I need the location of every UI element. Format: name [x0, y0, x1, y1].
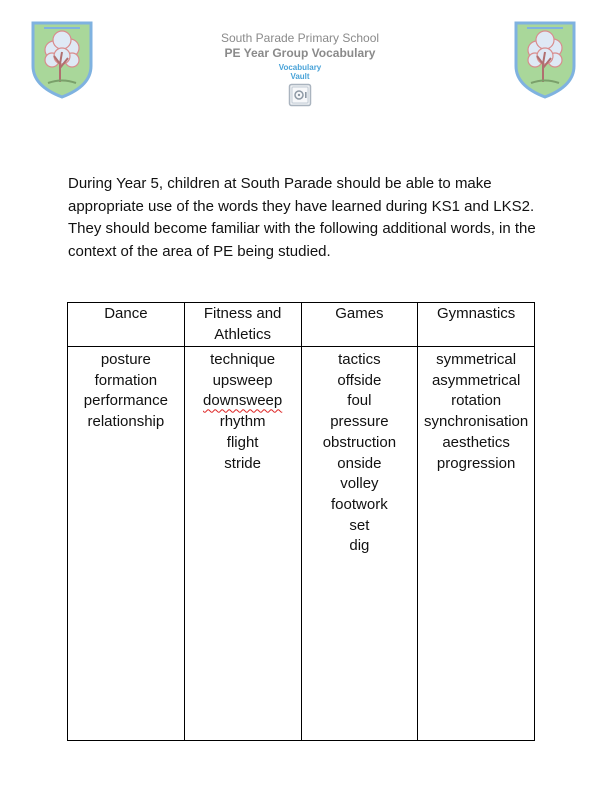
list-item: synchronisation	[424, 413, 529, 431]
fitness-athletics-words	[184, 347, 301, 741]
vault-label-line2: Vault	[290, 72, 310, 81]
list-item: foul	[347, 392, 372, 410]
list-item: dig	[349, 537, 370, 555]
list-item	[185, 391, 301, 412]
list-item: performance	[83, 392, 168, 410]
header-fitness-athletics: Fitness and Athletics	[184, 303, 301, 347]
header-gymnastics: Gymnastics	[418, 303, 535, 347]
intro-paragraph: During Year 5, children at South Parade should be able to make appropriate use of the words they have learned during KS1 and LKS2. They should become familiar with the following additional words, in the context of the area of PE being studied.	[68, 175, 536, 260]
list-item: asymmetrical	[431, 371, 521, 389]
vault-label-line1: Vocabulary	[278, 63, 322, 72]
gymnastics-words	[418, 347, 535, 741]
list-item: flight	[226, 433, 259, 451]
list-item: technique	[210, 351, 276, 368]
school-name: South Parade Primary School	[220, 31, 380, 45]
list-item: aesthetics	[442, 433, 510, 451]
header-games: Games	[301, 303, 418, 347]
list-item: obstruction	[322, 433, 397, 451]
table-row	[68, 347, 535, 741]
list-item: onside	[337, 454, 382, 472]
list-item: volley	[340, 475, 379, 493]
list-item: offside	[337, 371, 382, 389]
dance-words	[68, 347, 185, 741]
page-header	[0, 31, 600, 107]
page-subtitle: PE Year Group Vocabulary	[224, 46, 376, 60]
vocabulary-table	[67, 302, 535, 741]
games-words	[301, 347, 418, 741]
list-item: set	[349, 516, 370, 534]
table-header-row	[68, 303, 535, 347]
list-item: rotation	[451, 392, 502, 410]
spellcheck-word: downsweep	[203, 392, 283, 410]
list-item: upsweep	[212, 371, 273, 389]
list-item: progression	[436, 454, 516, 472]
list-item: rhythm	[219, 413, 266, 431]
list-item: tactics	[338, 351, 381, 368]
list-item: symmetrical	[436, 351, 517, 368]
header-dance: Dance	[68, 303, 185, 347]
list-item: stride	[224, 454, 261, 472]
list-item: pressure	[330, 413, 389, 431]
list-item: posture	[100, 351, 151, 368]
list-item: relationship	[87, 413, 165, 431]
safe-icon	[288, 83, 312, 107]
list-item: formation	[94, 371, 158, 389]
list-item: footwork	[331, 495, 388, 513]
